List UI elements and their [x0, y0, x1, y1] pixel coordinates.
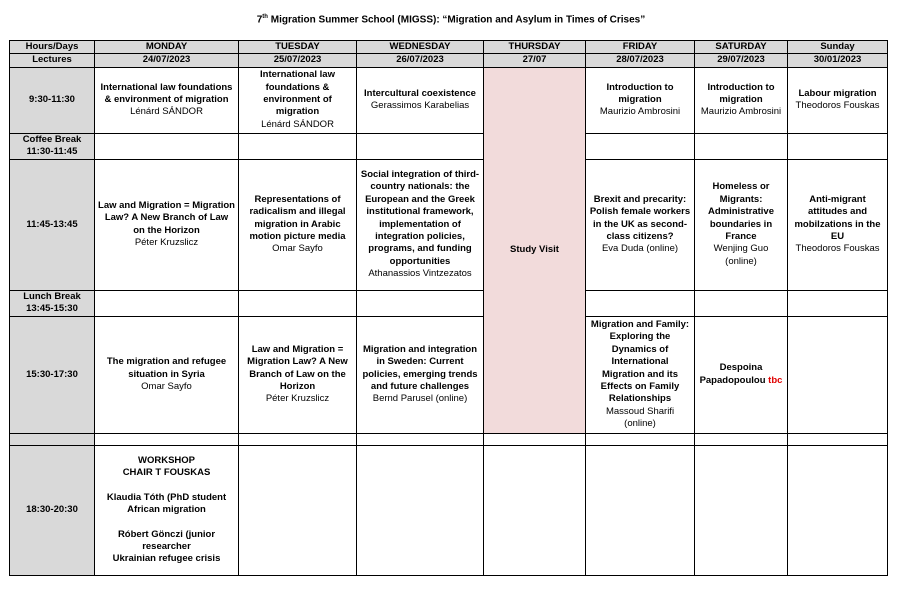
session-cell: Despoina Papadopoulou tbc [695, 316, 788, 433]
header-days-row [10, 41, 888, 54]
table-row [10, 290, 888, 316]
empty-cell [357, 290, 484, 316]
schedule-table [9, 40, 888, 576]
session-cell: Migration and Family: Exploring the Dynamics of International Migration and its Effects on Family Relationships Massoud Sharifi (online) [586, 316, 695, 433]
time-slot-1: 9:30-11:30 [10, 67, 95, 133]
session-cell: Introduction to migration Maurizio Ambrosini [695, 67, 788, 133]
empty-cell [95, 133, 239, 159]
empty-cell [239, 290, 357, 316]
session-cell: Law and Migration = Migration Law? A New Branch of Law on the Horizon Péter Kruzslicz [239, 316, 357, 433]
header-dates-row [10, 54, 888, 67]
empty-cell [788, 316, 888, 433]
empty-cell [586, 133, 695, 159]
session-cell: International law foundations & environment of migration Lénárd SÁNDOR [95, 67, 239, 133]
empty-cell [239, 445, 357, 575]
page-title: 7th Migration Summer School (MIGSS): “Migration and Asylum in Times of Crises” [256, 14, 646, 26]
empty-cell [357, 133, 484, 159]
session-cell: Anti-migrant attitudes and mobilzations in the EU Theodoros Fouskas [788, 159, 888, 290]
date-wednesday: 26/07/2023 [357, 54, 484, 67]
table-row [10, 445, 888, 575]
table-row [10, 67, 888, 133]
date-monday: 24/07/2023 [95, 54, 239, 67]
empty-cell [586, 445, 695, 575]
empty-cell [695, 133, 788, 159]
empty-cell [357, 433, 484, 445]
empty-cell [586, 290, 695, 316]
session-cell: International law foundations & environment of migration Lénárd SÁNDOR [239, 67, 357, 133]
empty-cell [788, 433, 888, 445]
date-friday: 28/07/2023 [586, 54, 695, 67]
lunch-break-slot: Lunch Break 13:45-15:30 [10, 290, 95, 316]
time-slot-2: 11:45-13:45 [10, 159, 95, 290]
col-header-lectures: Lectures [10, 54, 95, 67]
empty-cell [10, 433, 95, 445]
col-header-tuesday: TUESDAY [239, 41, 357, 54]
col-header-sunday: Sunday [788, 41, 888, 54]
col-header-wednesday: WEDNESDAY [357, 41, 484, 54]
tbc-label: tbc [768, 374, 783, 386]
session-cell: Social integration of third-country nationals: the European and the Greek institutional framework, implementation of integration policies, programs, and funding opportunities Athanassios Vintzezatos [357, 159, 484, 290]
table-row [10, 159, 888, 290]
session-cell: Representations of radicalism and illegal migration in Arabic motion picture media Omar Sayfo [239, 159, 357, 290]
workshop-cell: WORKSHOP CHAIR T FOUSKAS Klaudia Tóth (PhD student African migration Róbert Gönczi (junior researcher Ukrainian refugee crisis [95, 445, 239, 575]
col-header-monday: MONDAY [95, 41, 239, 54]
empty-cell [95, 290, 239, 316]
thursday-study-visit: Study Visit [484, 67, 586, 433]
empty-cell [357, 445, 484, 575]
empty-cell [695, 445, 788, 575]
empty-cell [484, 433, 586, 445]
empty-cell [695, 290, 788, 316]
date-sunday: 30/01/2023 [788, 54, 888, 67]
empty-cell [788, 133, 888, 159]
session-cell: Intercultural coexistence Gerassimos Karabelias [357, 67, 484, 133]
empty-cell [586, 433, 695, 445]
empty-cell [788, 290, 888, 316]
empty-cell [695, 433, 788, 445]
session-cell: Introduction to migration Maurizio Ambrosini [586, 67, 695, 133]
col-header-friday: FRIDAY [586, 41, 695, 54]
col-header-thursday: THURSDAY [484, 41, 586, 54]
session-cell: Brexit and precarity: Polish female workers in the UK as second-class citizens? Eva Duda (online) [586, 159, 695, 290]
empty-cell [239, 433, 357, 445]
col-header-hours: Hours/Days [10, 41, 95, 54]
col-header-saturday: SATURDAY [695, 41, 788, 54]
session-cell: Migration and integration in Sweden: Current policies, emerging trends and future challenges Bernd Parusel (online) [357, 316, 484, 433]
date-thursday: 27/07 [484, 54, 586, 67]
table-row [10, 433, 888, 445]
empty-cell [239, 133, 357, 159]
empty-cell [95, 433, 239, 445]
empty-cell [484, 445, 586, 575]
table-row [10, 316, 888, 433]
empty-cell [788, 445, 888, 575]
session-cell: Homeless or Migrants: Administrative boundaries in France Wenjing Guo (online) [695, 159, 788, 290]
time-slot-3: 15:30-17:30 [10, 316, 95, 433]
session-cell: Labour migration Theodoros Fouskas [788, 67, 888, 133]
date-saturday: 29/07/2023 [695, 54, 788, 67]
session-cell: Law and Migration = Migration Law? A New Branch of Law on the Horizon Péter Kruzslicz [95, 159, 239, 290]
time-slot-4: 18:30-20:30 [10, 445, 95, 575]
coffee-break-slot: Coffee Break 11:30-11:45 [10, 133, 95, 159]
table-row [10, 133, 888, 159]
date-tuesday: 25/07/2023 [239, 54, 357, 67]
session-cell: The migration and refugee situation in Syria Omar Sayfo [95, 316, 239, 433]
